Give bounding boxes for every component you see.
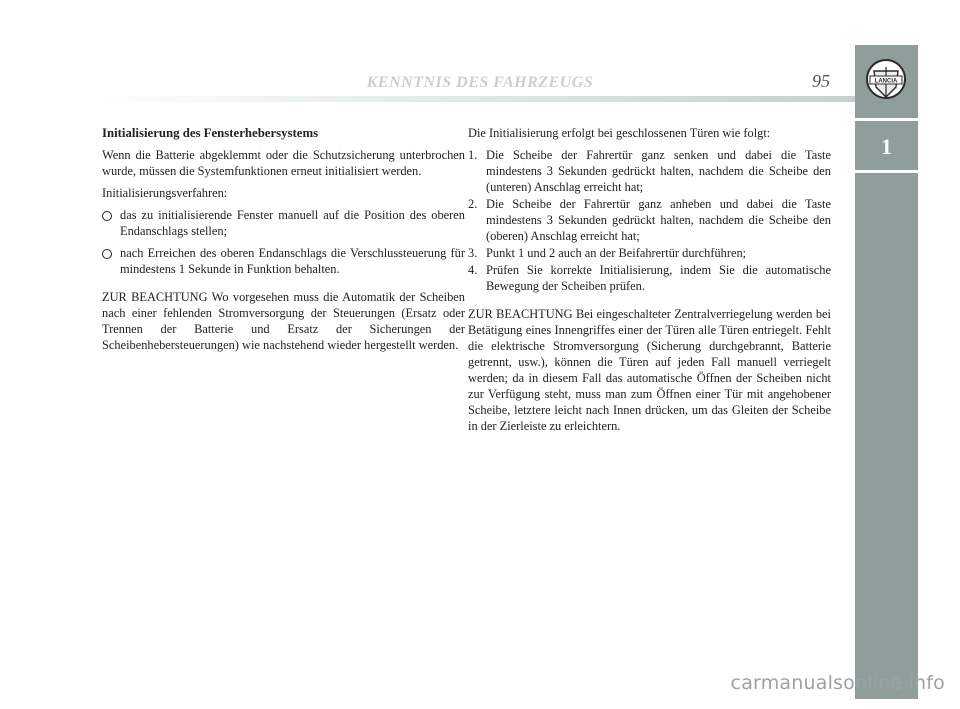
logo-text: LANCIA <box>874 78 898 85</box>
step-text: Die Scheibe der Fahrertür ganz anheben und dabei die Taste mindestens 3 Sekunden gedrückt halten, nachdem die Scheibe den (oberen) Anschlag erreicht hat; <box>486 197 831 243</box>
step-text: Die Scheibe der Fahrertür ganz senken und dabei die Taste mindestens 3 Sekunden gedrückt halten, nachdem die Scheibe den (unteren) Anschlag erreicht hat; <box>486 148 831 194</box>
page-number: 95 <box>812 71 830 91</box>
bullet-item <box>102 207 465 239</box>
bullet-item <box>102 245 465 277</box>
lancia-shield-icon <box>864 57 908 105</box>
step-number: 2. <box>468 197 478 211</box>
left-column <box>102 125 465 359</box>
step-item <box>468 147 831 195</box>
side-tab-separator <box>855 170 918 173</box>
header-rule <box>100 96 855 102</box>
chapter-side-tab <box>855 45 918 699</box>
step-text: Punkt 1 und 2 auch an der Beifahrertür durchführen; <box>486 246 747 260</box>
step-number: 1. <box>468 148 478 162</box>
bullet-circle-icon <box>102 211 112 221</box>
step-item <box>468 262 831 294</box>
bullet-text: das zu initialisierende Fenster manuell auf die Position des oberen Endanschlags stellen; <box>120 208 465 238</box>
watermark: carmanualsonline.info <box>730 672 945 694</box>
section-title: Initialisierung des Fensterhebersystems <box>102 126 319 140</box>
bullet-circle-icon <box>102 249 112 259</box>
step-number: 3. <box>468 246 478 260</box>
note-paragraph: ZUR BEACHTUNG Wo vorgesehen muss die Automatik der Scheiben nach einer fehlenden Stromversorgung der Steuerungen (Ersatz oder Trennen der Batterie und Ersatz der Sicherungen der Scheibenhebersteuerungen) wie nachstehend wieder hergestellt werden. <box>102 290 465 352</box>
side-tab-separator <box>855 118 918 121</box>
header-title: KENNTNIS DES FAHRZEUGS <box>366 74 594 91</box>
intro-paragraph: Wenn die Batterie abgeklemmt oder die Schutzsicherung unterbrochen wurde, müssen die Systemfunktionen erneut initialisiert werden. <box>102 148 465 178</box>
step-text: Prüfen Sie korrekte Initialisierung, indem Sie die automatische Bewegung der Scheiben prüfen. <box>486 263 831 293</box>
step-item <box>468 245 831 261</box>
bullet-text: nach Erreichen des oberen Endanschlags die Verschlussteuerung für mindestens 1 Sekunde in Funktion behalten. <box>120 246 465 276</box>
chapter-number: 1 <box>881 134 892 159</box>
intro-paragraph: Die Initialisierung erfolgt bei geschlossenen Türen wie folgt: <box>468 126 771 140</box>
right-column <box>468 125 831 440</box>
procedure-label: Initialisierungsverfahren: <box>102 186 228 200</box>
note-paragraph: ZUR BEACHTUNG Bei eingeschalteter Zentralverriegelung werden bei Betätigung eines Innengriffes einer der Türen alle Türen entriegelt. Fehlt die elektrische Stromversorgung (Sicherung durchgebrannt, Batterie getrennt, usw.), können die Türen auf jeden Fall manuell verriegelt werden; da in diesem Fall das automatische Öffnen der Scheiben nicht zur Verfügung steht, muss man zum Öffnen einer Tür mit angehobener Scheibe, letztere leicht nach Innen drücken, um das Gleiten der Scheibe in der Zierleiste zu erleichtern. <box>468 307 831 433</box>
step-item <box>468 196 831 244</box>
step-number: 4. <box>468 263 478 277</box>
